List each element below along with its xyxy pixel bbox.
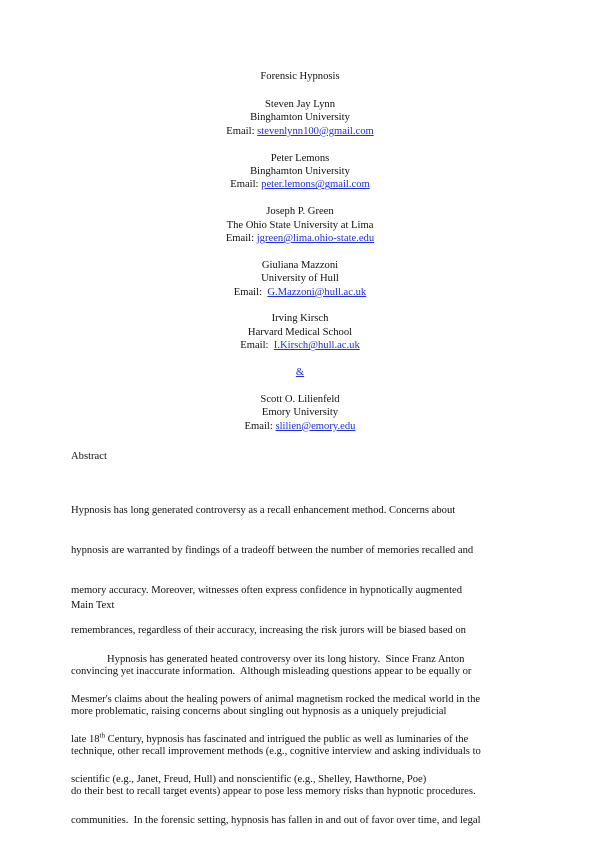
- abstract-heading: Abstract: [71, 451, 107, 462]
- ordinal-superscript: th: [99, 731, 105, 740]
- author-email-row: [0, 339, 600, 352]
- abstract-line: remembrances, regardless of their accuracy, increasing the risk jurors will be biased based on: [71, 625, 466, 637]
- author-block: [0, 205, 600, 245]
- email-label: Email:: [240, 340, 269, 352]
- author-block: [0, 259, 600, 299]
- main-text-line: communities. In the forensic setting, hypnosis has fallen in and out of favor over time, and legal: [71, 814, 481, 826]
- email-label: Email:: [244, 420, 273, 432]
- main-text-line: Mesmer's claims about the healing powers of animal magnetism rocked the medical world in the: [71, 694, 481, 706]
- author-email-link[interactable]: jgreen@lima.ohio-state.edu: [256, 233, 375, 245]
- author-block: [0, 152, 600, 192]
- author-email-link[interactable]: peter.lemons@gmail.com: [261, 179, 370, 191]
- author-name: Giuliana Mazzoni: [261, 259, 339, 271]
- abstract-line: hypnosis are warranted by findings of a tradeoff between the number of memories recalled and: [71, 545, 474, 557]
- abstract-line: convincing yet inaccurate information. Although misleading questions appear to be equally or: [71, 665, 472, 677]
- author-name: Irving Kirsch: [271, 313, 329, 325]
- author-name: Scott O. Lilienfeld: [260, 393, 340, 405]
- email-label: Email:: [233, 286, 263, 298]
- abstract-line: more problematic, raising concerns about singling out hypnosis as a uniquely prejudicial: [71, 705, 447, 717]
- author-name: Peter Lemons: [270, 152, 330, 164]
- author-affiliation: Harvard Medical School: [247, 326, 353, 338]
- author-email-link[interactable]: stevenlynn100@gmail.com: [257, 125, 374, 137]
- author-email-row: [0, 232, 600, 245]
- main-text-line: [71, 733, 529, 746]
- email-label: Email:: [230, 179, 259, 191]
- abstract-line: do their best to recall target events) appear to pose less memory risks than hypnotic procedures.: [71, 786, 476, 798]
- author-affiliation: The Ohio State University at Lima: [226, 219, 374, 231]
- author-block: [0, 98, 600, 138]
- author-affiliation: University of Hull: [261, 273, 339, 285]
- author-email-row: [0, 178, 600, 191]
- author-name: Steven Jay Lynn: [264, 99, 336, 110]
- ampersand-row: [0, 366, 600, 379]
- author-list: [0, 98, 600, 446]
- main-text-heading: Main Text: [71, 600, 115, 611]
- author-affiliation: Binghamton University: [250, 166, 350, 178]
- main-text-fragment: late 18: [71, 734, 100, 746]
- main-text-fragment: Century, hypnosis has fascinated and intrigued the public as well as luminaries of the: [105, 734, 469, 746]
- main-text-paragraph: [71, 626, 529, 854]
- paper-title: Forensic Hypnosis: [260, 71, 340, 82]
- author-email-row: [0, 286, 600, 299]
- author-email-link[interactable]: slilien@emory.edu: [275, 420, 356, 432]
- author-email-link[interactable]: G.Mazzoni@hull.ac.uk: [267, 286, 367, 298]
- abstract-line: technique, other recall improvement methods (e.g., cognitive interview and asking individuals to: [71, 746, 481, 758]
- author-email-link[interactable]: I.Kirsch@hull.ac.uk: [273, 340, 360, 352]
- author-block: [0, 393, 600, 433]
- author-email-row: [0, 420, 600, 433]
- abstract-line: memory accuracy. Moreover, witnesses often express confidence in hypnotically augmented: [71, 585, 463, 597]
- author-block: [0, 312, 600, 352]
- main-text-line: scientific (e.g., Janet, Freud, Hull) and nonscientific (e.g., Shelley, Hawthorne, Poe): [71, 774, 427, 786]
- author-affiliation: Binghamton University: [250, 112, 350, 124]
- author-affiliation: Emory University: [261, 407, 339, 419]
- author-email-row: [0, 125, 600, 138]
- author-name: Joseph P. Green: [266, 206, 334, 218]
- ampersand-link[interactable]: &: [295, 367, 305, 379]
- abstract-line: Hypnosis has long generated controversy as a recall enhancement method. Concerns about: [71, 504, 456, 516]
- email-label: Email:: [226, 125, 255, 137]
- main-text-line: Hypnosis has generated heated controversy over its long history. Since Franz Anton: [107, 653, 465, 665]
- email-label: Email:: [225, 233, 255, 245]
